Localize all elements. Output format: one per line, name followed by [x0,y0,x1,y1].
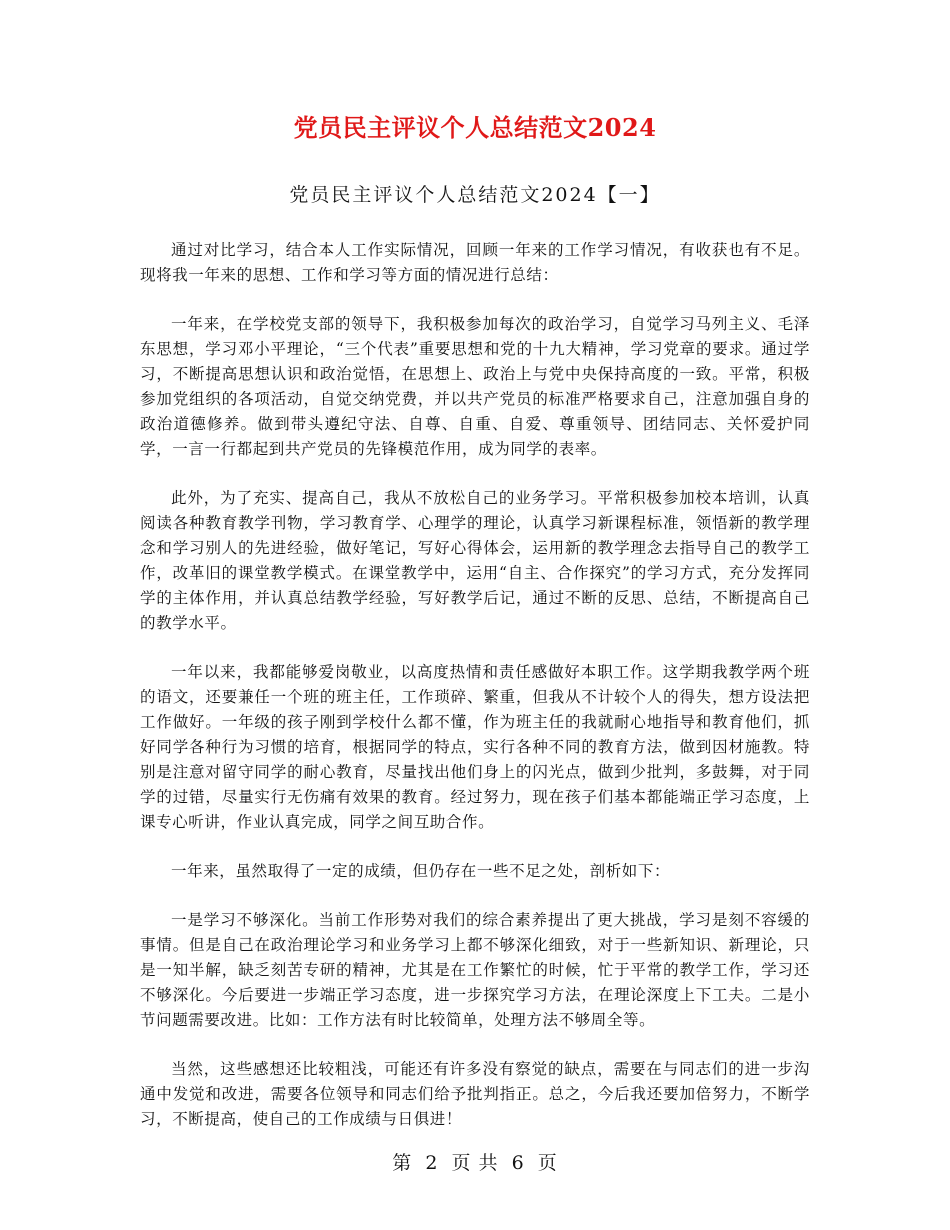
page-footer [0,1148,950,1175]
footer-prefix: 第 [392,1152,413,1174]
paragraph: 此外，为了充实、提高自己，我从不放松自己的业务学习。平常积极参加校本培训，认真阅读各种教育教学刊物，学习教育学、心理学的理论，认真学习新课程标准，领悟新的教学理念和学习别人的先进经验，做好笔记，写好心得体会，运用新的教学理念去指导自己的教学工作，改革旧的课堂教学模式。在课堂教学中，运用“自主、合作探究”的学习方式，充分发挥同学的主体作用，并认真总结教学经验，写好教学后记，通过不断的反思、总结，不断提高自己的教学水平。 [140,489,810,632]
footer-middle: 页 共 [451,1152,499,1174]
paragraph: 一是学习不够深化。当前工作形势对我们的综合素养提出了更大挑战，学习是刻不容缓的事情。但是自己在政治理论学习和业务学习上都不够深化细致，对于一些新知识、新理论，只是一知半解，缺乏刻苦专研的精神，尤其是在工作繁忙的时候，忙于平常的教学工作，学习还不够深化。今后要进一步端正学习态度，进一步探究学习方法，在理论深度上下工夫。二是小节问题需要改进。比如：工作方法有时比较简单，处理方法不够周全等。 [140,911,810,1029]
paragraph: 一年来，虽然取得了一定的成绩，但仍存在一些不足之处，剖析如下： [171,862,671,880]
paragraph: 一年以来，我都能够爱岗敬业，以高度热情和责任感做好本职工作。这学期我教学两个班的语文，还要兼任一个班的班主任，工作琐碎、繁重，但我从不计较个人的得失，想方设法把工作做好。一年级的孩子刚到学校什么都不懂，作为班主任的我就耐心地指导和教育他们，抓好同学各种行为习惯的培育，根据同学的特点，实行各种不同的教育方法，做到因材施教。特别是注意对留守同学的耐心教育，尽量找出他们身上的闪光点，做到少批判，多鼓舞，对于同学的过错，尽量实行无伤痛有效果的教育。经过努力，现在孩子们基本都能端正学习态度，上课专心听讲，作业认真完成，同学之间互助合作。 [140,663,810,831]
section-subtitle: 党员民主评议个人总结范文2024【一】 [289,184,661,206]
footer-suffix: 页 [537,1152,558,1174]
paragraph: 通过对比学习，结合本人工作实际情况，回顾一年来的工作学习情况，有收获也有不足。现将我一年来的思想、工作和学习等方面的情况进行总结： [140,241,810,284]
current-page-number: 2 [425,1152,439,1174]
total-pages-number: 6 [511,1152,525,1174]
document-title: 党员民主评议个人总结范文2024 [293,113,657,142]
paragraph: 一年来，在学校党支部的领导下，我积极参加每次的政治学习，自觉学习马列主义、毛泽东思想，学习邓小平理论，“三个代表”重要思想和党的十九大精神，学习党章的要求。通过学习，不断提高思想认识和政治觉悟，在思想上、政治上与党中央保持高度的一致。平常，积极参加党组织的各项活动，自觉交纳党费，并以共产党员的标准严格要求自己，注意加强自身的政治道德修养。做到带头遵纪守法、自尊、自重、自爱、尊重领导、团结同志、关怀爱护同学，一言一行都起到共产党员的先锋模范作用，成为同学的表率。 [140,315,810,458]
document-body [140,238,810,1156]
paragraph: 当然，这些感想还比较粗浅，可能还有许多没有察觉的缺点，需要在与同志们的进一步沟通中发觉和改进，需要各位领导和同志们给予批判指正。总之，今后我还要加倍努力，不断学习，不断提高，使自己的工作成绩与日俱进！ [140,1060,810,1128]
